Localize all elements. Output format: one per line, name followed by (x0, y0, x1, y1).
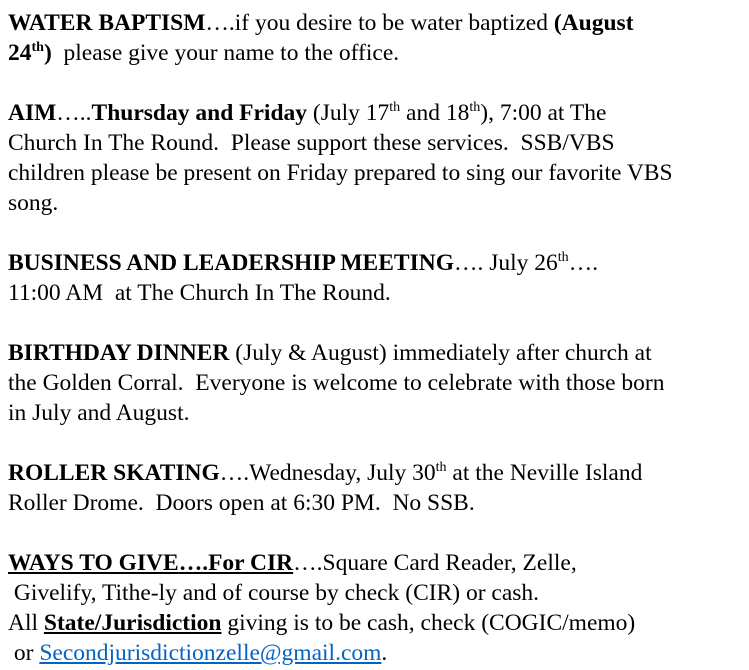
birthday-dinner-line-2: the Golden Corral. Everyone is welcome to celebrate with those born (8, 370, 665, 396)
birthday-dinner-announcement (8, 338, 743, 428)
ways-to-give-announcement (8, 548, 743, 668)
business-meeting-heading: BUSINESS AND LEADERSHIP MEETING (8, 250, 454, 276)
water-baptism-date-open: (August (553, 10, 634, 36)
aim-dots: ….. (56, 100, 92, 126)
water-baptism-text: ….if you desire to be water baptized (205, 10, 554, 36)
aim-days: Thursday and Friday (91, 100, 308, 126)
business-meeting-date: …. July 26 (453, 250, 558, 276)
ways-to-give-line-3 (8, 608, 743, 638)
business-meeting-announcement (8, 248, 743, 308)
state-jurisdiction-text: giving is to be cash, check (COGIC/memo) (221, 610, 636, 636)
ways-to-give-for-cir: ….For CIR (178, 550, 294, 576)
birthday-dinner-line-3: in July and August. (8, 400, 190, 426)
birthday-dinner-text: (July & August) immediately after church at (229, 340, 652, 366)
water-baptism-line-2 (8, 38, 743, 68)
business-meeting-line-1 (8, 248, 743, 278)
aim-date-text-b: and 18 (400, 100, 470, 126)
birthday-dinner-heading: BIRTHDAY DINNER (8, 340, 230, 366)
water-baptism-line-1 (8, 8, 743, 38)
ways-to-give-methods: ….Square Card Reader, Zelle, (293, 550, 577, 576)
aim-date-text-a: (July 17 (307, 100, 390, 126)
announcements-document (8, 8, 743, 668)
aim-date-text-c: ), 7:00 at The (480, 100, 607, 126)
ways-to-give-line-1 (8, 548, 743, 578)
roller-skating-location: at the Neville Island (446, 460, 643, 486)
water-baptism-heading: WATER BAPTISM (8, 10, 206, 36)
water-baptism-announcement (8, 8, 743, 68)
aim-date-suffix-b: th (469, 100, 481, 115)
ways-to-give-all: All (8, 610, 44, 636)
ways-to-give-or: or (8, 640, 40, 666)
roller-skating-date-suffix: th (435, 460, 447, 475)
water-baptism-date-day: 24 (8, 40, 32, 66)
ways-to-give-line-2: Givelify, Tithe-ly and of course by check (CIR) or cash. (8, 580, 540, 606)
state-jurisdiction-label: State/Jurisdiction (43, 610, 222, 636)
water-baptism-date-close: ) (43, 40, 52, 66)
roller-skating-line-1 (8, 458, 743, 488)
birthday-dinner-line-1 (8, 338, 743, 368)
roller-skating-line-2: Roller Drome. Doors open at 6:30 PM. No SSB. (8, 490, 475, 516)
aim-line-3: children please be present on Friday prepared to sing our favorite VBS (8, 160, 673, 186)
water-baptism-instructions: please give your name to the office. (51, 40, 400, 66)
water-baptism-date-suffix: th (31, 40, 44, 55)
aim-announcement (8, 98, 743, 218)
ways-to-give-heading: WAYS TO GIVE (8, 550, 179, 576)
zelle-email-link[interactable]: Secondjurisdictionzelle@gmail.com (39, 640, 382, 666)
business-meeting-line-2: 11:00 AM at The Church In The Round. (8, 280, 391, 306)
business-meeting-date-suffix: th (557, 250, 569, 265)
aim-line-4: song. (8, 190, 59, 216)
aim-date-suffix-a: th (389, 100, 401, 115)
ways-to-give-line-4 (8, 638, 743, 668)
roller-skating-date: ….Wednesday, July 30 (219, 460, 436, 486)
aim-line-1 (8, 98, 743, 128)
aim-heading: AIM (8, 100, 57, 126)
ways-to-give-period: . (381, 640, 388, 666)
roller-skating-announcement (8, 458, 743, 518)
roller-skating-heading: ROLLER SKATING (8, 460, 220, 486)
business-meeting-dots: …. (568, 250, 599, 276)
aim-line-2: Church In The Round. Please support these services. SSB/VBS (8, 130, 615, 156)
